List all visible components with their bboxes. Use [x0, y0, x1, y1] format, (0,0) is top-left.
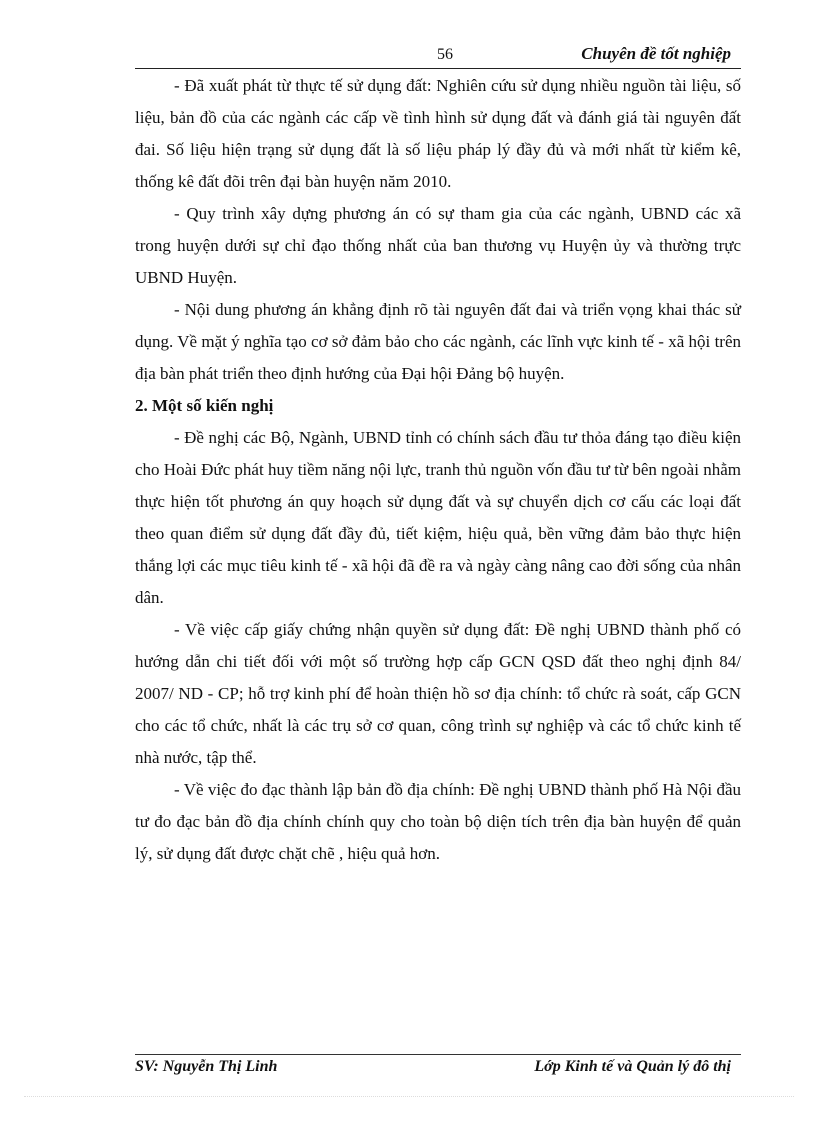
paragraph-land-use-basis: - Đã xuất phát từ thực tế sử dụng đất: Nghiên cứu sử dụng nhiều nguồn tài liệu, số liệu, bản đồ của các ngành các cấp về tình hình sử dụng đất và đánh giá tài nguyên đất đai. Số liệu hiện trạng sử dụng đất là số liệu pháp lý đầy đủ và mới nhất từ kiểm kê, thống kê đất đõi trên đại bàn huyện năm 2010.: [135, 76, 741, 191]
page-header: [135, 44, 741, 69]
paragraph-plan-content: - Nội dung phương án khẳng định rõ tài nguyên đất đai và triển vọng khai thác sử dụng. Về mặt ý nghĩa tạo cơ sở đảm bảo cho các ngành, các lĩnh vực kinh tế - xã hội trên địa bàn phát triển theo định hướng của Đại hội Đảng bộ huyện.: [135, 300, 741, 383]
section-heading-recommendations: 2. Một số kiến nghị: [135, 396, 274, 415]
document-title: Chuyên đề tốt nghiệp: [581, 44, 731, 63]
page-number: 56: [437, 46, 453, 63]
paragraph-investment-recommendation: - Đề nghị các Bộ, Ngành, UBND tỉnh có chính sách đầu tư thỏa đáng tạo điều kiện cho Hoài Đức phát huy tiềm năng nội lực, tranh thủ nguồn vốn đầu tư từ bên ngoài nhằm thực hiện tốt phương án quy hoạch sử dụng đất và sự chuyển dịch cơ cấu các loại đất theo quan điểm sử dụng đất đầy đủ, tiết kiệm, hiệu quả, bền vững đảm bảo thực hiện thắng lợi các mục tiêu kinh tế - xã hội đã đề ra và ngày càng nâng cao đời sống của nhân dân.: [135, 428, 741, 607]
page-footer: [135, 1054, 741, 1081]
paragraph-cadastral-mapping: - Về việc đo đạc thành lập bản đồ địa chính: Đề nghị UBND thành phố Hà Nội đầu tư đo đạc bản đồ địa chính chính quy cho toàn bộ diện tích trên địa bàn huyện để quản lý, sử dụng đất được chặt chẽ , hiệu quả hơn.: [135, 780, 741, 863]
page-edge-divider: [24, 1096, 794, 1097]
document-body: [135, 70, 741, 870]
student-name: SV: Nguyễn Thị Linh: [135, 1058, 278, 1075]
paragraph-planning-process: - Quy trình xây dựng phương án có sự tham gia của các ngành, UBND các xã trong huyện dưới sự chỉ đạo thống nhất của ban thương vụ Huyện ủy và thường trực UBND Huyện.: [135, 204, 741, 287]
class-name: Lớp Kinh tế và Quản lý đô thị: [534, 1058, 731, 1075]
paragraph-land-certificate: - Về việc cấp giấy chứng nhận quyền sử dụng đất: Đề nghị UBND thành phố có hướng dẫn chi tiết đối với một số trường hợp cấp GCN QSD đất theo nghị định 84/ 2007/ ND - CP; hỗ trợ kinh phí để hoàn thiện hồ sơ địa chính: tổ chức rà soát, cấp GCN cho các tổ chức, nhất là các trụ sở cơ quan, công trình sự nghiệp và các tổ chức kinh tế nhà nước, tập thể.: [135, 620, 741, 767]
